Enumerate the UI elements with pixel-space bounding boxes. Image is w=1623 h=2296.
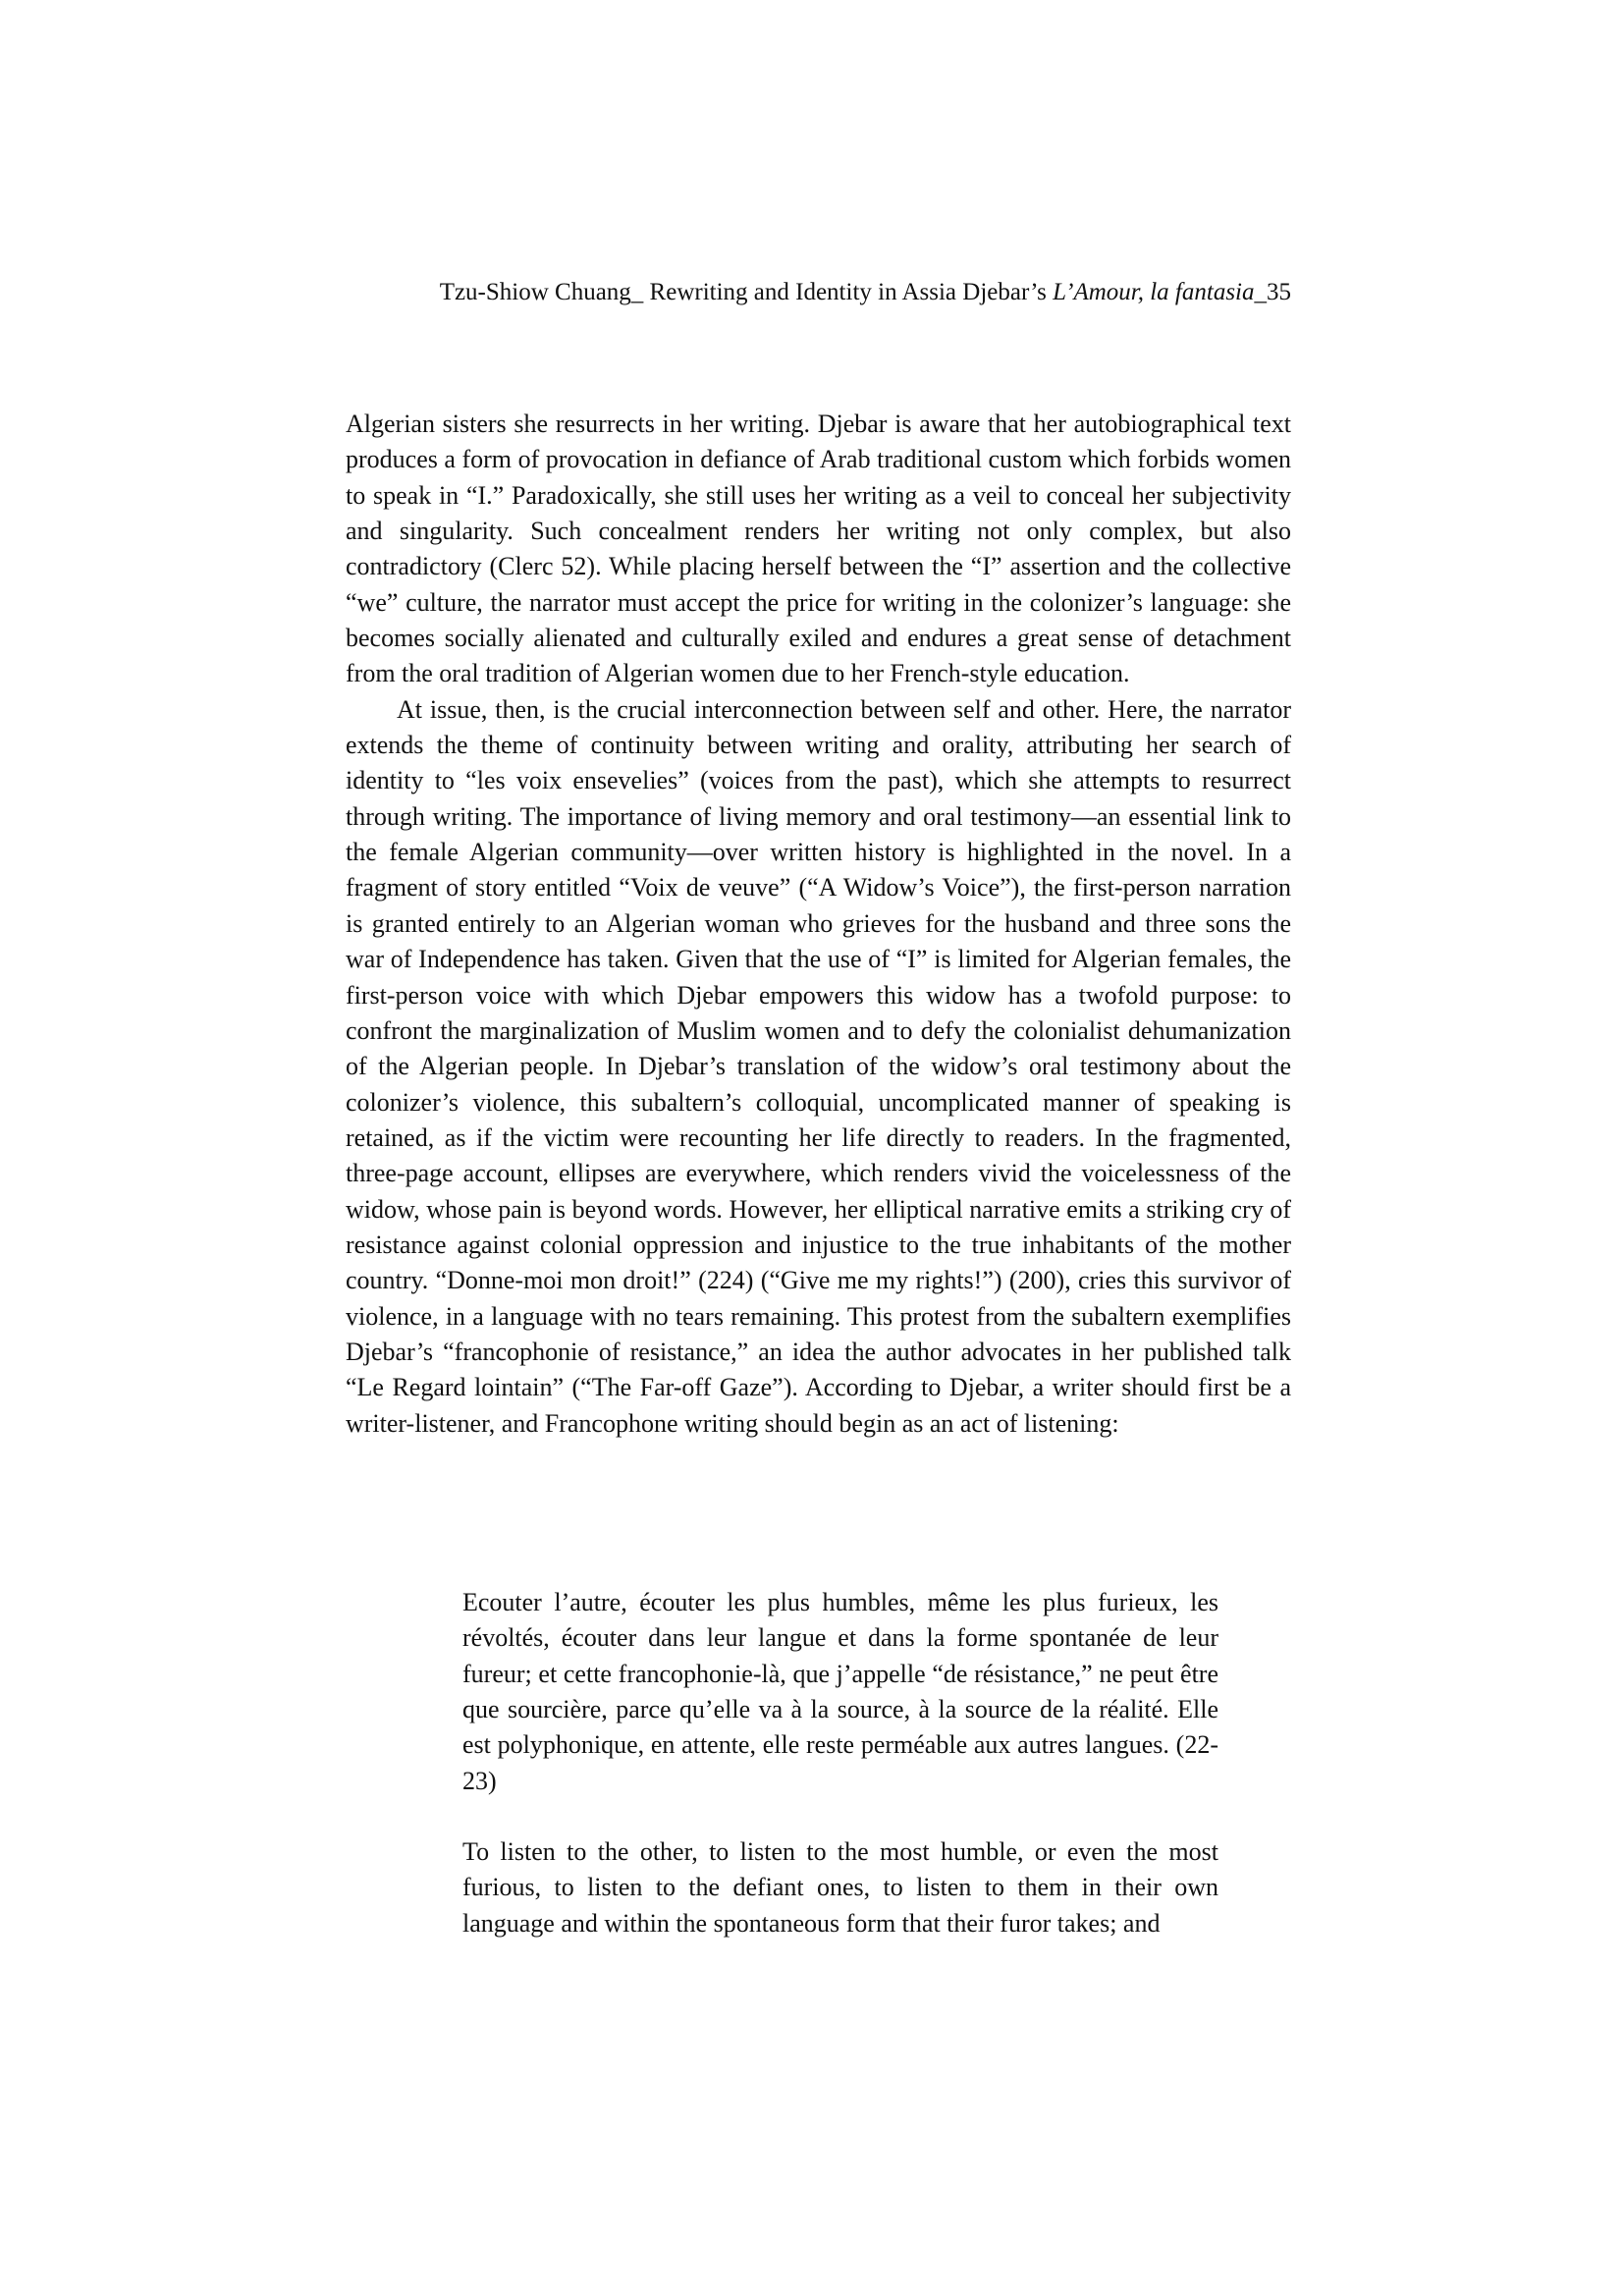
paragraph-continued: Algerian sisters she resurrects in her writing. Djebar is aware that her autobiographical text produces a form of provocation in defiance of Arab traditional custom which forbids women to speak in “I.” Paradoxically, she still uses her writing as a veil to conceal her subjectivity and singularity. Such concealment renders her writing not only complex, but also contradictory (Clerc 52). While placing herself between the “I” assertion and the collective “we” culture, the narrator must accept the price for writing in the colonizer’s language: she becomes socially alienated and culturally exiled and endures a great sense of detachment from the oral tradition of Algerian women due to her French-style education. bbox=[346, 410, 1291, 688]
block-quote-english bbox=[462, 1834, 1218, 1941]
running-head-book-title: L’Amour, la fantasia bbox=[1053, 279, 1255, 305]
block-quote-french bbox=[462, 1585, 1218, 1799]
quote-french-text: Ecouter l’autre, écouter les plus humbles, même les plus furieux, les révoltés, écouter dans leur langue et dans la forme spontanée de leur fureur; et cette francophonie-là, que j’appelle “de résistance,” ne peut être que sourcière, parce qu’elle va à la source, à la source de la réalité. Elle est polyphonique, en attente, elle reste perméable aux autres langues. (22-23) bbox=[462, 1588, 1218, 1795]
paragraph-identity: At issue, then, is the crucial interconnection between self and other. Here, the narrator extends the theme of continuity between writing and orality, attributing her search of identity to “les voix ensevelies” (voices from the past), which she attempts to resurrect through writing. The importance of living memory and oral testimony—an essential link to the female Algerian community—over written history is highlighted in the novel. In a fragment of story entitled “Voix de veuve” (“A Widow’s Voice”), the first-person narration is granted entirely to an Algerian woman who grieves for the husband and three sons the war of Independence has taken. Given that the use of “I” is limited for Algerian females, the first-person voice with which Djebar empowers this widow has a twofold purpose: to confront the marginalization of Muslim women and to defy the colonialist dehumanization of the Algerian people. In Djebar’s translation of the widow’s oral testimony about the colonizer’s violence, this subaltern’s colloquial, uncomplicated manner of speaking is retained, as if the victim were recounting her life directly to readers. In the fragmented, three-page account, ellipses are everywhere, which renders vivid the voicelessness of the widow, whose pain is beyond words. However, her elliptical narrative emits a striking cry of resistance against colonial oppression and injustice to the true inhabitants of the mother country. “Donne-moi mon droit!” (224) (“Give me my rights!”) (200), cries this survivor of violence, in a language with no tears remaining. This protest from the subaltern exemplifies Djebar’s “francophonie of resistance,” an idea the author advocates in her published talk “Le Regard lointain” (“The Far-off Gaze”). According to Djebar, a writer should first be a writer-listener, and Francophone writing should begin as an act of listening: bbox=[346, 694, 1291, 1438]
main-text bbox=[346, 407, 1291, 1442]
running-header bbox=[346, 275, 1291, 310]
running-head-text: Tzu-Shiow Chuang_ Rewriting and Identity in Assia Djebar’s bbox=[439, 279, 1054, 305]
quote-english-text: To listen to the other, to listen to the most humble, or even the most furious, to listen to the defiant ones, to listen to them in their own language and within the spontaneous form that their furor takes; and bbox=[462, 1837, 1218, 1938]
page-number: _35 bbox=[1254, 279, 1291, 305]
